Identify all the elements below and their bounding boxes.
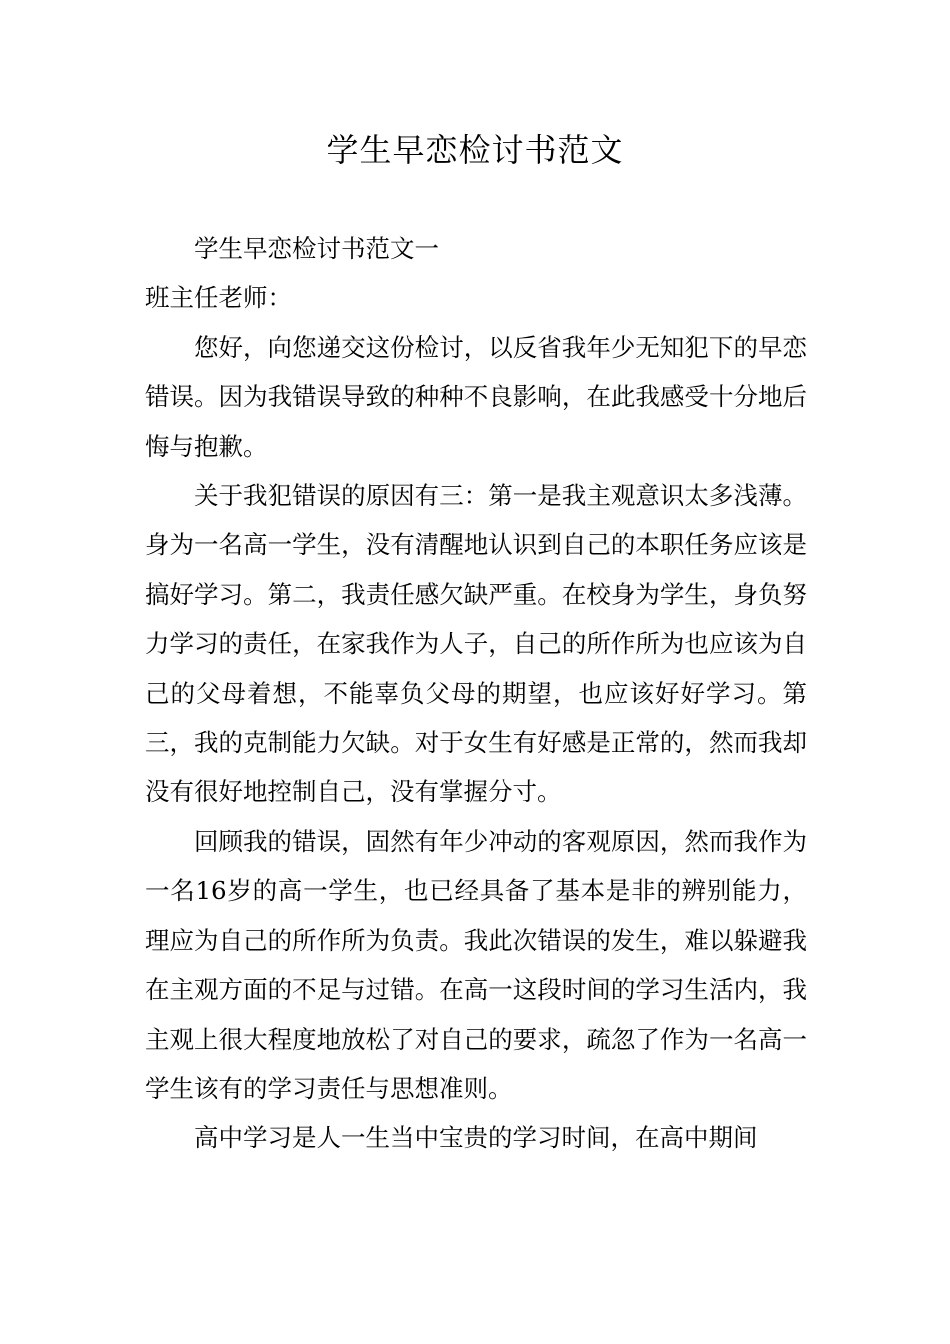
- section-heading: 学生早恋检讨书范文一: [194, 234, 439, 263]
- salutation: 班主任老师：: [145, 283, 292, 313]
- document-body: [145, 224, 807, 1163]
- document-title: 学生早恋检讨书范文: [326, 131, 624, 169]
- paragraph: 高中学习是人一生当中宝贵的学习时间，在高中期间: [194, 1123, 758, 1153]
- paragraph: 回顾我的错误，固然有年少冲动的客观原因，然而我作为一名16岁的高一学生，也已经具备了基本是非的辨别能力，理应为自己的所作所为负责。我此次错误的发生，难以躲避我在主观方面的不足与过错。在高一这段时间的学习生活内，我主观上很大程度地放松了对自己的要求，疏忽了作为一名高一学生该有的学习责任与思想准则。: [145, 826, 807, 1103]
- paragraph: 关于我犯错误的原因有三：第一是我主观意识太多浅薄。身为一名高一学生，没有清醒地认识到自己的本职任务应该是搞好学习。第二，我责任感欠缺严重。在校身为学生，身负努力学习的责任，在家我作为人子，自己的所作所为也应该为自己的父母着想，不能辜负父母的期望，也应该好好学习。第三，我的克制能力欠缺。对于女生有好感是正常的，然而我却没有很好地控制自己，没有掌握分寸。: [145, 481, 807, 807]
- paragraph: 您好，向您递交这份检讨，以反省我年少无知犯下的早恋错误。因为我错误导致的种种不良影响，在此我感受十分地后悔与抱歉。: [145, 332, 807, 461]
